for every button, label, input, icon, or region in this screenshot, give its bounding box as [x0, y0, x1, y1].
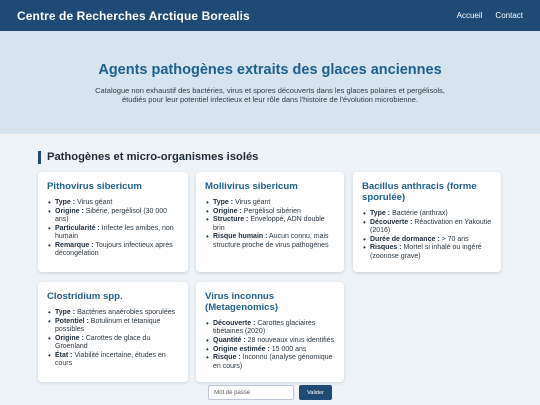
detail-key: Origine estimée : [213, 345, 270, 353]
card-detail [47, 335, 179, 351]
detail-key: Potentiel : [55, 317, 89, 325]
detail-value: Botulinum et tétanique possibles [55, 317, 161, 333]
detail-value: Pergélisol sibérien [243, 207, 301, 215]
detail-value: Carottes glaciaires tibétaines (2020) [213, 320, 316, 336]
detail-value: Virus géant [77, 199, 113, 206]
page-title: Agents pathogènes extraits des glaces anciennes [98, 62, 442, 78]
card-detail [205, 320, 335, 336]
detail-value: Réactivation en Yakoutie (2016) [370, 218, 492, 234]
card-detail [205, 233, 335, 249]
detail-value: Enveloppé, ADN double brin [213, 216, 325, 232]
card-title: Virus inconnus (Metagenomics) [205, 291, 279, 313]
nav-link-contact[interactable]: Contact [495, 11, 523, 20]
card-details [47, 199, 179, 258]
detail-key: Découverte : [370, 218, 413, 226]
password-input[interactable] [208, 385, 294, 400]
card-details [47, 309, 179, 368]
detail-key: Structure : [213, 216, 249, 224]
detail-value: Viabilité incertaine, études en cours [55, 351, 166, 367]
detail-value: 15 000 ans [271, 345, 307, 353]
card-title: Mollivirus sibericum [205, 181, 298, 192]
validate-button[interactable]: Valider [299, 385, 332, 400]
detail-key: Origine : [55, 334, 84, 342]
site-brand[interactable]: Centre de Recherches Arctique Borealis [17, 8, 250, 23]
pathogen-card [196, 282, 344, 382]
card-details [362, 210, 492, 261]
detail-key: Découverte : [213, 320, 256, 327]
detail-key: Durée de dormance : [370, 235, 440, 243]
card-detail [205, 208, 335, 216]
card-detail [47, 352, 179, 368]
detail-value: Carottes de glace du Groenland [55, 334, 151, 350]
nav-links [457, 11, 523, 20]
card-title: Clostridium spp. [47, 291, 123, 302]
detail-value: Bactérie (anthrax) [392, 210, 448, 217]
card-detail [362, 210, 492, 218]
detail-value: Mortel si inhalé ou ingéré (zoonose grave) [370, 244, 482, 260]
card-detail [205, 346, 335, 354]
card-title: Pithovirus sibericum [47, 181, 142, 192]
hero-banner [0, 31, 540, 134]
pathogen-card [196, 172, 344, 272]
card-detail [47, 318, 179, 334]
card-detail [205, 354, 335, 370]
card-details [205, 199, 335, 250]
card-detail [47, 225, 179, 241]
detail-key: Remarque : [55, 241, 94, 249]
detail-key: Type : [370, 210, 391, 217]
top-navbar [0, 0, 540, 31]
card-detail [47, 208, 179, 224]
detail-value: Sibérie, pergélisol (30 000 ans) [55, 207, 168, 223]
page-subtitle: Catalogue non exhaustif des bactéries, virus et spores découverts dans les glaces polaires et pergélisols, étudiés pour leur potentiel infectieux et leur rôle dans l'histoire de l'évolution microbienne. [95, 86, 445, 104]
detail-value: Infecte les amibes, non humain [55, 224, 174, 240]
detail-key: Particularité : [55, 224, 100, 232]
detail-key: Risque : [213, 354, 241, 362]
detail-key: Type : [213, 199, 234, 206]
section-heading: Pathogènes et micro-organismes isolés [38, 151, 258, 164]
nav-link-accueil[interactable]: Accueil [456, 11, 483, 20]
detail-value: Virus géant [235, 199, 271, 206]
card-detail [362, 244, 492, 260]
detail-key: Origine : [213, 207, 242, 215]
pathogen-card [38, 282, 188, 382]
detail-value: 28 nouveaux virus identifiés [247, 336, 335, 344]
password-bar [0, 380, 540, 405]
detail-key: État : [55, 351, 73, 359]
detail-key: Origine : [55, 207, 84, 215]
card-detail [205, 337, 335, 345]
detail-key: Type : [55, 309, 76, 316]
detail-value: > 70 ans [441, 235, 469, 243]
detail-key: Risque humain : [213, 233, 268, 241]
detail-key: Risques : [370, 244, 402, 252]
card-detail [362, 236, 492, 244]
card-details [205, 320, 335, 371]
card-detail [362, 219, 492, 235]
detail-value: Aucun connu, mais structure proche de virus pathogènes [213, 233, 329, 249]
detail-key: Type : [55, 199, 76, 206]
detail-key: Quantité : [213, 336, 246, 344]
card-detail [47, 309, 179, 317]
detail-value: Bactéries anaérobies sporulées [77, 309, 176, 316]
card-detail [205, 199, 335, 207]
pathogen-card [38, 172, 188, 272]
detail-value: Toujours infectieux après décongélation [55, 241, 173, 257]
pathogen-card [353, 172, 501, 272]
card-detail [47, 199, 179, 207]
card-title: Bacillus anthracis (forme sporulée) [362, 181, 477, 203]
card-detail [47, 242, 179, 258]
card-detail [205, 216, 335, 232]
detail-value: Inconnu (analyse génomique en cours) [213, 354, 333, 370]
